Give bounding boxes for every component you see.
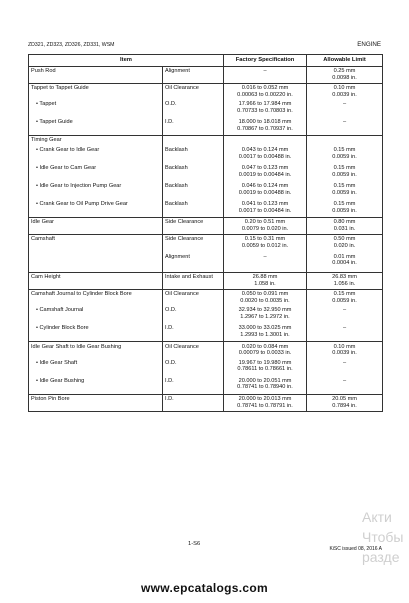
table-row [29,306,383,324]
row-item: Camshaft Journal to Cylinder Block Bore [29,289,163,305]
row-factory-spec [224,394,307,411]
table-row [29,218,383,235]
row-factory-spec-line: 0.0020 to 0.0035 in. [240,297,290,304]
row-factory-spec-line: 0.15 to 0.31 mm [244,236,286,243]
row-allowable-limit-line: 0.0059 in. [332,207,357,214]
row-factory-spec [224,342,307,358]
row-item: Push Rod [29,66,163,83]
row-factory-spec [224,376,307,394]
table-row [29,83,383,99]
spec-body [29,66,383,411]
row-allowable-limit [307,218,383,235]
row-item: • Idle Gear to Injection Pump Gear [29,182,163,200]
row-parameter: I.D. [163,376,224,394]
row-allowable-limit-line: 0.0059 in. [332,171,357,178]
row-factory-spec-line: 0.70867 to 0.70937 in. [237,125,293,132]
row-allowable-limit-line: 0.0039 in. [332,91,357,98]
row-parameter: Alignment [163,66,224,83]
row-factory-spec-line: 18.000 to 18.018 mm [238,118,292,125]
row-allowable-limit [307,146,383,164]
row-factory-spec [224,253,307,273]
row-allowable-limit [307,306,383,324]
row-allowable-limit-line: 0.01 mm [333,253,356,260]
row-factory-spec-line: 0.78741 to 0.78791 in. [237,402,293,409]
row-allowable-limit-line: 0.25 mm [333,67,356,74]
section-title: ENGINE [357,41,381,48]
row-factory-spec [224,83,307,99]
row-allowable-limit-line: 0.0059 in. [332,153,357,160]
row-allowable-limit-line: 0.0059 in. [332,189,357,196]
page-number: 1-S6 [188,541,201,547]
row-allowable-limit-line: 0.0004 in. [332,260,357,267]
row-parameter: O.D. [163,358,224,376]
row-factory-spec-line: 0.0079 to 0.020 in. [241,226,289,233]
activation-watermark-line-3: разде [362,549,400,565]
row-allowable-limit [307,342,383,358]
row-allowable-limit [307,164,383,182]
table-row [29,358,383,376]
row-factory-spec [224,200,307,218]
row-allowable-limit-line: 0.020 in. [333,242,356,249]
row-allowable-limit-line: 26.83 mm [332,274,357,281]
table-row [29,200,383,218]
row-factory-spec-line: 0.047 to 0.123 mm [241,164,289,171]
row-allowable-limit [307,253,383,273]
row-allowable-limit [307,289,383,305]
table-row [29,289,383,305]
table-row [29,342,383,358]
table-row [29,324,383,342]
row-parameter: I.D. [163,394,224,411]
row-factory-spec-line: 1.2967 to 1.2972 in. [240,313,290,320]
row-allowable-limit [307,394,383,411]
row-factory-spec-line: 0.020 to 0.084 mm [241,343,289,350]
row-factory-spec [224,100,307,118]
row-allowable-limit-line: – [342,118,347,125]
model-list: ZD321, ZD323, ZD326, ZD331, WSM [28,42,115,48]
row-factory-spec-line: 0.041 to 0.123 mm [241,200,289,207]
row-factory-spec-line: 0.016 to 0.052 mm [241,84,289,91]
row-allowable-limit-line: 0.15 mm [333,291,356,298]
row-item: Tappet to Tappet Guide [29,83,163,99]
row-allowable-limit-line: – [342,325,347,332]
row-allowable-limit-line: 0.15 mm [333,200,356,207]
row-factory-spec-line: 26.88 mm [252,274,278,281]
row-factory-spec-line: 0.00063 to 0.00220 in. [237,91,293,98]
row-allowable-limit-line: 0.0039 in. [332,350,357,357]
table-row [29,118,383,136]
activation-watermark-line-2: Чтобы [362,529,404,545]
row-allowable-limit-line: 0.0059 in. [332,297,357,304]
row-allowable-limit [307,273,383,290]
header-allowable: Allowable Limit [307,55,383,67]
row-allowable-limit-line: 0.10 mm [333,84,356,91]
row-parameter: Backlash [163,146,224,164]
row-allowable-limit [307,324,383,342]
row-parameter: O.D. [163,100,224,118]
table-row [29,273,383,290]
row-allowable-limit-line: – [342,377,347,384]
row-factory-spec-line: 19.967 to 19.980 mm [238,359,292,366]
row-allowable-limit [307,358,383,376]
row-item: Cam Height [29,273,163,290]
row-factory-spec-line: 33.000 to 33.025 mm [238,325,292,332]
row-allowable-limit-line: 0.15 mm [333,182,356,189]
table-row [29,100,383,118]
row-factory-spec-line: 0.20 to 0.51 mm [244,219,286,226]
row-parameter: O.D. [163,306,224,324]
row-allowable-limit-line: 1.056 in. [333,280,356,287]
row-allowable-limit-line: 0.80 mm [333,219,356,226]
row-item: • Tappet [29,100,163,118]
row-allowable-limit [307,83,383,99]
row-item: Piston Pin Bore [29,394,163,411]
row-factory-spec-line: 1.2993 to 1.3001 in. [240,331,290,338]
row-factory-spec-line: 20.000 to 20.013 mm [238,396,292,403]
row-factory-spec-line: 0.70733 to 0.70803 in. [237,107,293,114]
row-allowable-limit [307,118,383,136]
row-parameter: Side Clearance [163,235,224,253]
issue-note: KiSC issued 08, 2016 A [329,546,382,552]
row-factory-spec-line: 0.0019 to 0.00488 in. [238,189,292,196]
row-factory-spec [224,146,307,164]
row-allowable-limit-line: 0.50 mm [333,236,356,243]
row-allowable-limit-line: – [342,307,347,314]
row-item [29,253,163,273]
row-item: • Crank Gear to Oil Pump Drive Gear [29,200,163,218]
row-item: • Idle Gear Bushing [29,376,163,394]
row-parameter: Oil Clearance [163,83,224,99]
activation-watermark-line-1: Акти [362,509,392,525]
row-factory-spec [224,273,307,290]
row-allowable-limit-line: – [342,100,347,107]
row-parameter: Oil Clearance [163,342,224,358]
row-factory-spec-line: 0.0017 to 0.00484 in. [238,207,292,214]
row-factory-spec-line: 32.934 to 32.950 mm [238,307,292,314]
row-parameter: Oil Clearance [163,289,224,305]
row-factory-spec [224,324,307,342]
row-parameter: Backlash [163,182,224,200]
row-factory-spec [224,164,307,182]
row-factory-spec-line: 0.046 to 0.124 mm [241,182,289,189]
row-factory-spec-line: 0.0059 to 0.012 in. [241,242,289,249]
row-parameter: Intake and Exhaust [163,273,224,290]
row-factory-spec [224,182,307,200]
row-allowable-limit [307,136,383,146]
row-allowable-limit [307,200,383,218]
row-factory-spec-line: 20.000 to 20.051 mm [238,377,292,384]
row-parameter [163,136,224,146]
row-parameter: I.D. [163,324,224,342]
table-row [29,235,383,253]
row-item: • Idle Gear to Cam Gear [29,164,163,182]
row-allowable-limit [307,100,383,118]
row-factory-spec [224,358,307,376]
row-item: • Crank Gear to Idle Gear [29,146,163,164]
row-factory-spec-line: 0.78741 to 0.78940 in. [237,384,293,391]
table-header-row [29,55,383,67]
header-item: Item [29,55,224,67]
row-factory-spec [224,136,307,146]
row-factory-spec [224,66,307,83]
header-factory: Factory Specification [224,55,307,67]
table-row [29,182,383,200]
page-header [28,40,381,50]
row-factory-spec [224,289,307,305]
row-allowable-limit-line: 0.0098 in. [332,74,357,81]
row-allowable-limit-line: 20.05 mm [332,396,357,403]
table-row [29,394,383,411]
row-allowable-limit-line: 0.15 mm [333,146,356,153]
row-allowable-limit [307,66,383,83]
row-factory-spec-line: – [263,253,267,260]
row-parameter: Side Clearance [163,218,224,235]
table-row [29,66,383,83]
row-factory-spec-line: 0.043 to 0.124 mm [241,146,289,153]
row-factory-spec-line: 0.0019 to 0.00484 in. [238,171,292,178]
row-item: Camshaft [29,235,163,253]
row-allowable-limit-line: – [342,359,347,366]
table-row [29,376,383,394]
row-allowable-limit-line: 0.15 mm [333,164,356,171]
row-allowable-limit [307,182,383,200]
row-parameter: Backlash [163,200,224,218]
row-factory-spec-line: 17.966 to 17.984 mm [238,100,292,107]
row-allowable-limit [307,235,383,253]
row-item: Idle Gear Shaft to Idle Gear Bushing [29,342,163,358]
row-allowable-limit-line: 0.7894 in. [332,402,357,409]
row-factory-spec [224,235,307,253]
row-factory-spec-line: 1.058 in. [254,280,276,287]
row-factory-spec [224,118,307,136]
site-url: www.epcatalogs.com [141,581,268,595]
row-factory-spec-line: 0.0017 to 0.00488 in. [238,153,292,160]
row-item: • Camshaft Journal [29,306,163,324]
row-item: Idle Gear [29,218,163,235]
row-allowable-limit-line: 0.10 mm [333,343,356,350]
table-row [29,253,383,273]
row-item: • Tappet Guide [29,118,163,136]
row-factory-spec [224,306,307,324]
row-parameter: I.D. [163,118,224,136]
table-row [29,146,383,164]
row-factory-spec [224,218,307,235]
row-item: Timing Gear [29,136,163,146]
row-factory-spec-line: – [263,67,267,74]
row-item: • Idle Gear Shaft [29,358,163,376]
row-allowable-limit-line: 0.031 in. [333,226,356,233]
row-parameter: Backlash [163,164,224,182]
table-row [29,164,383,182]
row-allowable-limit [307,376,383,394]
spec-table [28,54,383,412]
table-row [29,136,383,146]
row-factory-spec-line: 0.00079 to 0.0033 in. [238,350,292,357]
row-factory-spec-line: 0.050 to 0.091 mm [241,291,289,298]
row-parameter: Alignment [163,253,224,273]
row-item: • Cylinder Block Bore [29,324,163,342]
row-factory-spec-line: 0.78611 to 0.78661 in. [237,366,293,373]
